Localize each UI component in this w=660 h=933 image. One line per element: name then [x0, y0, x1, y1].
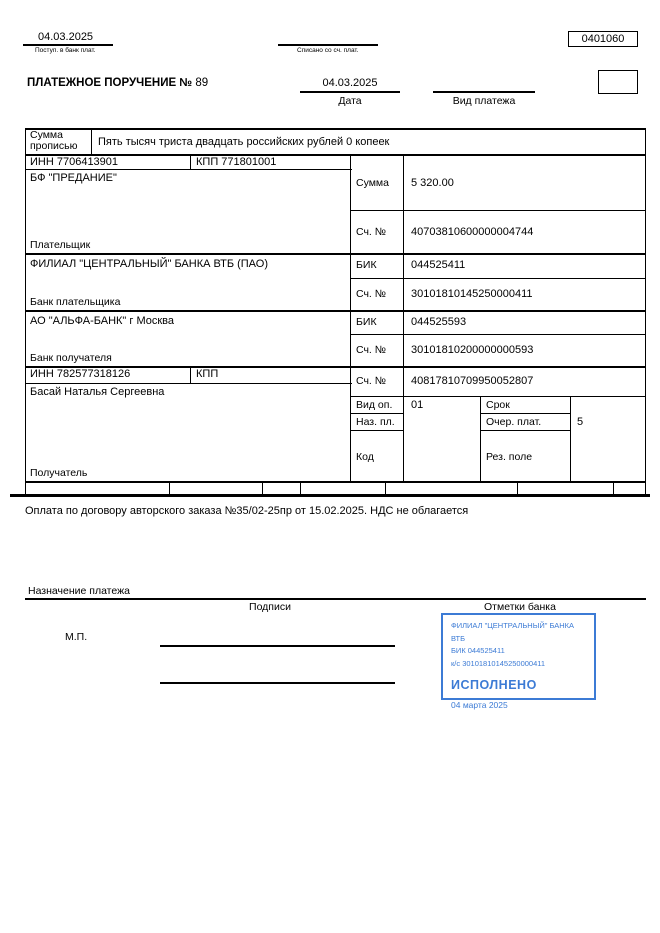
term-label: Срок	[486, 399, 510, 411]
bank-stamp	[441, 613, 596, 710]
payment-purpose-label: Назначение платежа	[28, 585, 130, 597]
received-label: Поступ. в банк плат.	[35, 47, 96, 54]
amount-label: Сумма	[356, 177, 389, 189]
grid-line	[645, 128, 646, 495]
amount-words-value: Пять тысяч триста двадцать российских рублей 0 копеек	[98, 136, 390, 148]
reserve-field-label: Рез. поле	[486, 451, 533, 463]
payee-bank-account: 30101810200000000593	[411, 344, 534, 356]
grid-line	[350, 413, 403, 414]
grid-line	[480, 430, 570, 431]
field-row-divider	[613, 481, 614, 494]
payee-account-label: Сч. №	[356, 375, 387, 387]
grid-line	[190, 366, 191, 383]
document-title-label: ПЛАТЕЖНОЕ ПОРУЧЕНИЕ №	[27, 77, 193, 89]
received-date-underline	[23, 44, 113, 46]
received-date: 04.03.2025	[38, 31, 94, 43]
grid-line	[403, 154, 404, 481]
stamp-corr-account: к/с 30101810145250000411	[451, 658, 546, 668]
priority-value: 5	[577, 416, 584, 428]
grid-line	[25, 253, 646, 255]
payer-account-label: Сч. №	[356, 226, 387, 238]
op-type-label: Вид оп.	[356, 399, 393, 411]
payment-purpose-text: Оплата по договору авторского заказа №35/02-25пр от 15.02.2025. НДС не облагается	[25, 505, 469, 517]
grid-line	[350, 278, 646, 279]
payer-kpp: КПП 771801001	[196, 156, 277, 168]
grid-line	[25, 383, 352, 384]
date-label: Дата	[338, 95, 362, 107]
grid-line	[25, 310, 646, 312]
payee-name: Басай Наталья Сергеевна	[30, 386, 165, 398]
stamp-status: ИСПОЛНЕНО	[451, 678, 537, 692]
amount-value: 5 320.00	[411, 177, 454, 189]
payee-section-label: Получатель	[30, 467, 88, 479]
purpose-underline	[25, 598, 646, 600]
document-date: 04.03.2025	[322, 77, 378, 89]
payer-inn: ИНН 7706413901	[30, 156, 119, 168]
debited-underline	[278, 44, 378, 46]
amount-words-label: Сумма прописью	[30, 129, 78, 152]
payer-bank-account: 30101810145250000411	[411, 288, 533, 300]
payee-account: 40817810709950052807	[411, 375, 534, 387]
payment-type-label: Вид платежа	[452, 95, 516, 107]
signatures-label: Подписи	[249, 601, 291, 613]
document-title	[27, 77, 208, 90]
grid-line	[350, 154, 351, 481]
purpose-code-label: Наз. пл.	[356, 416, 395, 428]
grid-line-bottom	[10, 494, 650, 497]
payer-bank-account-label: Сч. №	[356, 288, 387, 300]
op-type-value: 01	[411, 399, 424, 411]
payee-bank-section-label: Банк получателя	[30, 352, 112, 364]
payee-bank-name: АО "АЛЬФА-БАНК" г Москва	[30, 315, 174, 327]
priority-label: Очер. плат.	[486, 416, 542, 428]
payment-type-box	[598, 70, 638, 94]
grid-line	[480, 396, 481, 481]
payer-account: 40703810600000004744	[411, 226, 534, 238]
field-row-divider	[517, 481, 518, 494]
grid-line	[25, 128, 646, 130]
payee-kpp: КПП	[196, 368, 219, 380]
debited-label: Списано со сч. плат.	[297, 47, 359, 54]
payee-bank-bik: 044525593	[411, 316, 467, 328]
stamp-bank-name: ФИЛИАЛ "ЦЕНТРАЛЬНЫЙ" БАНКА ВТБ	[451, 621, 575, 643]
grid-line	[91, 128, 92, 154]
field-row-divider	[169, 481, 170, 494]
signature-line-1	[160, 645, 395, 647]
form-code: 0401060	[581, 33, 625, 45]
grid-line	[25, 169, 352, 170]
signature-line-2	[160, 682, 395, 684]
grid-line	[25, 481, 646, 483]
field-row-divider	[262, 481, 263, 494]
document-number: 89	[195, 77, 209, 89]
grid-line	[350, 396, 646, 397]
grid-line	[350, 210, 646, 211]
bank-marks-label: Отметки банка	[484, 601, 556, 613]
payee-inn: ИНН 782577318126	[30, 368, 131, 380]
stamp-date: 04 марта 2025	[451, 699, 508, 710]
payer-bank-bik: 044525411	[411, 259, 466, 271]
date-underline	[300, 91, 400, 93]
field-row-divider	[300, 481, 301, 494]
grid-line	[570, 396, 571, 481]
grid-line	[25, 154, 646, 156]
code-label: Код	[356, 451, 374, 463]
seal-label: М.П.	[65, 631, 88, 643]
payer-name: БФ "ПРЕДАНИЕ"	[30, 172, 117, 184]
payer-section-label: Плательщик	[30, 239, 91, 251]
grid-line	[480, 413, 570, 414]
stamp-bik: БИК 044525411	[451, 646, 505, 655]
field-row-divider	[385, 481, 386, 494]
payee-bank-bik-label: БИК	[356, 316, 377, 328]
payment-type-underline	[433, 91, 535, 93]
payer-bank-name: ФИЛИАЛ "ЦЕНТРАЛЬНЫЙ" БАНКА ВТБ (ПАО)	[30, 258, 268, 270]
form-code-box	[568, 31, 638, 47]
payer-bank-section-label: Банк плательщика	[30, 296, 121, 308]
payer-bank-bik-label: БИК	[356, 259, 377, 271]
grid-line	[190, 154, 191, 169]
grid-line	[350, 334, 646, 335]
grid-line	[350, 430, 403, 431]
payee-bank-account-label: Сч. №	[356, 344, 387, 356]
grid-line	[25, 128, 26, 495]
